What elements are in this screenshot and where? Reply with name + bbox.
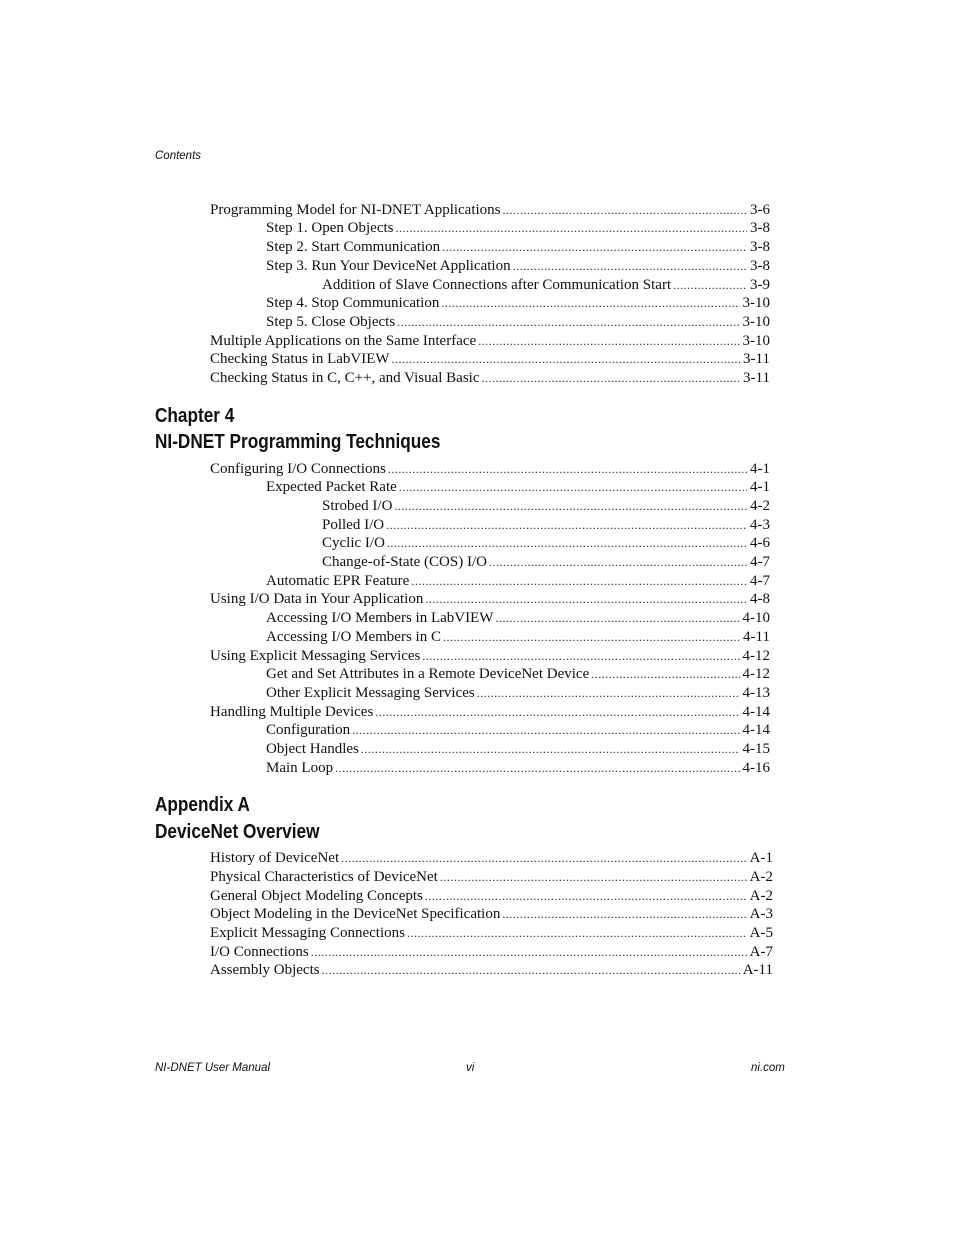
dot-leader [375, 703, 739, 721]
toc-entry-title: Configuring I/O Connections [210, 461, 386, 477]
toc-entry[interactable] [322, 276, 770, 294]
toc-entry[interactable] [266, 721, 770, 739]
dot-leader [392, 350, 741, 368]
toc-entry-page: A-2 [749, 869, 773, 885]
toc-entry-title: Step 2. Start Communication [266, 239, 441, 255]
toc-entry-page: 4-12 [742, 648, 770, 664]
dot-leader [440, 868, 747, 886]
toc-entry-title: History of DeviceNet [210, 850, 340, 866]
toc-entry[interactable] [210, 849, 773, 867]
toc-entry[interactable] [266, 294, 770, 312]
toc-entry[interactable] [266, 478, 770, 496]
toc-entry[interactable] [266, 628, 770, 646]
dot-leader [411, 572, 747, 590]
toc-entry-page: 4-8 [750, 591, 770, 607]
toc-entry[interactable] [266, 684, 770, 702]
toc-entry-page: 4-16 [742, 760, 770, 776]
toc-entry-page: 3-10 [742, 314, 770, 330]
toc-entry-title: Expected Packet Rate [266, 479, 397, 495]
toc-entry-title: Using Explicit Messaging Services [210, 648, 421, 664]
dot-leader [387, 534, 747, 552]
toc-entry[interactable] [210, 460, 770, 478]
toc-entry[interactable] [266, 665, 770, 683]
dot-leader [441, 294, 739, 312]
dot-leader [513, 257, 747, 275]
toc-entry-title: Addition of Slave Connections after Communication Start [322, 277, 672, 293]
dot-leader [395, 219, 747, 237]
toc-entry-page: 4-12 [742, 666, 770, 682]
toc-entry[interactable] [210, 887, 773, 905]
toc-entry[interactable] [266, 572, 770, 590]
toc-entry-page: 4-13 [742, 685, 770, 701]
toc-entry-title: Accessing I/O Members in LabVIEW [266, 610, 494, 626]
dot-leader [481, 369, 740, 387]
toc-entry-title: Multiple Applications on the Same Interface [210, 333, 477, 349]
toc-entry-page: A-1 [749, 850, 773, 866]
toc-entry-title: Step 1. Open Objects [266, 220, 394, 236]
toc-entry-title: Step 5. Close Objects [266, 314, 396, 330]
toc-entry-title: Checking Status in LabVIEW [210, 351, 390, 367]
toc-entry-title: Main Loop [266, 760, 334, 776]
toc-entry-title: Object Handles [266, 741, 359, 757]
toc-entry[interactable] [210, 961, 773, 979]
dot-leader [422, 647, 739, 665]
toc-entry-page: A-3 [749, 906, 773, 922]
toc-entry[interactable] [322, 534, 770, 552]
toc-entry-page: 3-10 [742, 333, 770, 349]
toc-entry-title: Using I/O Data in Your Application [210, 591, 424, 607]
toc-entry[interactable] [266, 313, 770, 331]
toc-entry[interactable] [322, 553, 770, 571]
dot-leader [503, 201, 747, 219]
toc-entry-page: 3-8 [750, 220, 770, 236]
toc-entry-title: Automatic EPR Feature [266, 573, 410, 589]
footer-website: ni.com [751, 1062, 785, 1074]
dot-leader [495, 609, 739, 627]
toc-entry-page: 4-7 [750, 554, 770, 570]
toc-entry[interactable] [266, 759, 770, 777]
toc-entry-title: Physical Characteristics of DeviceNet [210, 869, 438, 885]
running-header: Contents [155, 150, 202, 162]
dot-leader [407, 924, 747, 942]
toc-entry[interactable] [210, 350, 770, 368]
toc-entry-page: 3-11 [743, 351, 770, 367]
dot-leader [443, 628, 740, 646]
toc-entry[interactable] [210, 943, 773, 961]
appendix-label: Appendix A [155, 794, 250, 816]
toc-entry[interactable] [266, 740, 770, 758]
toc-entry-title: Accessing I/O Members in C [266, 629, 441, 645]
dot-leader [478, 332, 739, 350]
toc-entry[interactable] [210, 647, 770, 665]
toc-entry-title: Step 4. Stop Communication [266, 295, 440, 311]
dot-leader [425, 590, 747, 608]
toc-entry-title: General Object Modeling Concepts [210, 888, 423, 904]
toc-entry-page: 3-8 [750, 239, 770, 255]
toc-entry-title: Configuration [266, 722, 351, 738]
toc-entry[interactable] [266, 238, 770, 256]
toc-entry-page: 4-10 [742, 610, 770, 626]
dot-leader [502, 905, 746, 923]
toc-entry-title: Cyclic I/O [322, 535, 385, 551]
toc-entry-page: 4-7 [750, 573, 770, 589]
dot-leader [311, 943, 747, 961]
appendix-title: DeviceNet Overview [155, 821, 320, 843]
toc-entry-page: A-7 [749, 944, 773, 960]
dot-leader [477, 684, 740, 702]
toc-entry[interactable] [322, 497, 770, 515]
toc-entry[interactable] [210, 924, 773, 942]
toc-entry-title: Programming Model for NI-DNET Applications [210, 202, 501, 218]
toc-entry[interactable] [266, 609, 770, 627]
dot-leader [388, 460, 747, 478]
dot-leader [399, 478, 747, 496]
toc-entry-title: Polled I/O [322, 517, 385, 533]
toc-entry-page: A-11 [742, 962, 773, 978]
toc-entry-page: 3-6 [750, 202, 770, 218]
toc-entry-page: 4-3 [750, 517, 770, 533]
toc-entry-title: Get and Set Attributes in a Remote DeviceNet Device [266, 666, 590, 682]
dot-leader [394, 497, 747, 515]
dot-leader [386, 516, 747, 534]
toc-entry[interactable] [210, 590, 770, 608]
dot-leader [442, 238, 747, 256]
toc-entry-page: A-2 [749, 888, 773, 904]
toc-entry[interactable] [210, 369, 770, 387]
toc-entry-page: 4-1 [750, 461, 770, 477]
toc-entry-page: 4-1 [750, 479, 770, 495]
dot-leader [591, 665, 739, 683]
toc-entry-page: 4-6 [750, 535, 770, 551]
toc-entry[interactable] [210, 703, 770, 721]
toc-entry-title: Other Explicit Messaging Services [266, 685, 475, 701]
footer-manual-name: NI-DNET User Manual [155, 1062, 271, 1074]
toc-entry[interactable] [322, 516, 770, 534]
toc-entry-page: 3-9 [750, 277, 770, 293]
toc-entry-title: Explicit Messaging Connections [210, 925, 405, 941]
dot-leader [397, 313, 739, 331]
toc-entry[interactable] [210, 332, 770, 350]
toc-entry[interactable] [210, 201, 770, 219]
chapter-title: NI-DNET Programming Techniques [155, 431, 441, 453]
toc-entry-page: 4-14 [742, 704, 770, 720]
toc-entry-page: 4-14 [742, 722, 770, 738]
toc-entry-page: 3-11 [743, 370, 770, 386]
toc-entry[interactable] [266, 257, 770, 275]
toc-entry-page: 3-8 [750, 258, 770, 274]
dot-leader [673, 276, 747, 294]
dot-leader [361, 740, 740, 758]
toc-entry-page: 4-11 [743, 629, 770, 645]
toc-entry-title: Strobed I/O [322, 498, 393, 514]
toc-entry[interactable] [210, 905, 773, 923]
footer-page-number: vi [466, 1062, 475, 1074]
toc-entry-title: Assembly Objects [210, 962, 320, 978]
dot-leader [489, 553, 747, 571]
toc-entry-title: I/O Connections [210, 944, 309, 960]
toc-entry-page: 3-10 [742, 295, 770, 311]
dot-leader [425, 887, 747, 905]
dot-leader [341, 849, 747, 867]
toc-entry-title: Object Modeling in the DeviceNet Specification [210, 906, 501, 922]
toc-entry[interactable] [210, 868, 773, 886]
toc-entry-page: 4-15 [742, 741, 770, 757]
dot-leader [335, 759, 739, 777]
toc-entry-title: Change-of-State (COS) I/O [322, 554, 487, 570]
chapter-label: Chapter 4 [155, 405, 235, 427]
toc-entry-title: Checking Status in C, C++, and Visual Basic [210, 370, 480, 386]
dot-leader [352, 721, 739, 739]
toc-entry-page: A-5 [749, 925, 773, 941]
toc-entry-page: 4-2 [750, 498, 770, 514]
dot-leader [322, 961, 740, 979]
toc-entry[interactable] [266, 219, 770, 237]
toc-entry-title: Handling Multiple Devices [210, 704, 374, 720]
toc-entry-title: Step 3. Run Your DeviceNet Application [266, 258, 511, 274]
